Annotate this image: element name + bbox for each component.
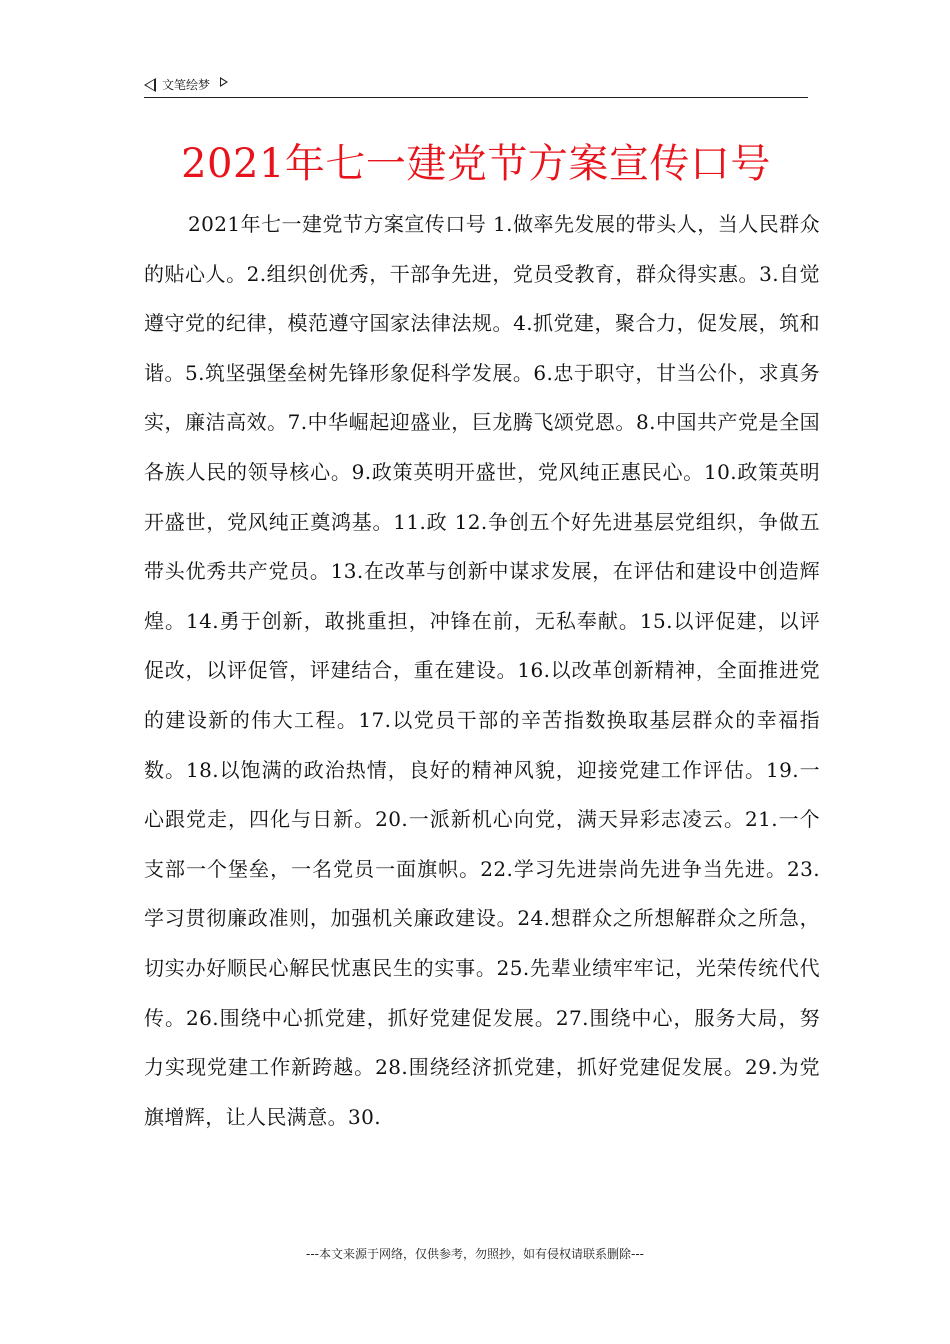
- triangle-right-icon: [220, 77, 228, 87]
- page-header: [144, 72, 808, 98]
- document-title: 2021年七一建党节方案宣传口号: [181, 141, 771, 187]
- header-brand: 文笔绘梦: [162, 78, 211, 92]
- footer-notice: ---本文来源于网络，仅供参考，勿照抄，如有侵权请联系删除---: [306, 1247, 644, 1261]
- document-body: 2021年七一建党节方案宣传口号 1.做率先发展的带头人，当人民群众的贴心人。2.组织创优秀，干部争先进，党员受教育，群众得实惠。3.自觉遵守党的纪律，模范遵守国家法律法规。4.抓党建，聚合力，促发展，筑和谐。5.筑坚强堡垒树先锋形象促科学发展。6.忠于职守，甘当公仆，求真务实，廉洁高效。7.中华崛起迎盛业，巨龙腾飞颂党恩。8.中国共产党是全国各族人民的领导核心。9.政策英明开盛世，党风纯正惠民心。10.政策英明开盛世，党风纯正奠鸿基。11.政 12.争创五个好先进基层党组织，争做五带头优秀共产党员。13.在改革与创新中谋求发展，在评估和建设中创造辉煌。14.勇于创新，敢挑重担，冲锋在前，无私奉献。15.以评促建，以评促改，以评促管，评建结合，重在建设。16.以改革创新精神，全面推进党的建设新的伟大工程。17.以党员干部的辛苦指数换取基层群众的幸福指数。18.以饱满的政治热情，良好的精神风貌，迎接党建工作评估。19.一心跟党走，四化与日新。20.一派新机心向党，满天异彩志凌云。21.一个支部一个堡垒，一名党员一面旗帜。22.学习先进崇尚先进争当先进。23.学习贯彻廉政准则，加强机关廉政建设。24.想群众之所想解群众之所急，切实办好顺民心解民忧惠民生的实事。25.先辈业绩牢牢记，光荣传统代代传。26.围绕中心抓党建，抓好党建促发展。27.围绕中心，服务大局，努力实现党建工作新跨越。28.围绕经济抓党建，抓好党建促发展。29.为党旗增辉，让人民满意。30.: [144, 212, 820, 1129]
- triangle-left-icon: [144, 78, 156, 92]
